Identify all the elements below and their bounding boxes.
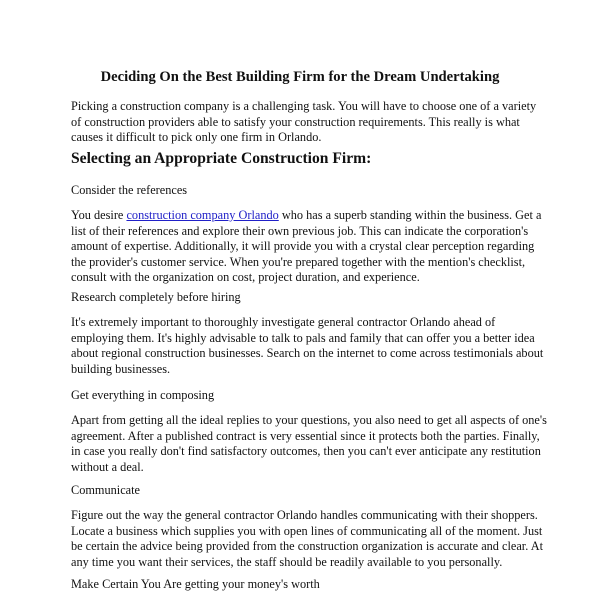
text-line: be certain the advice being provided from the construction organization is accurate and clear. At — [71, 539, 543, 554]
text-line — [71, 208, 551, 224]
text-fragment: You desire — [71, 208, 127, 222]
section-heading: Selecting an Appropriate Construction Firm: — [71, 150, 372, 167]
text-fragment: who has a superb standing within the business. Get a — [278, 208, 542, 222]
construction-company-link[interactable]: construction company Orlando — [126, 208, 279, 222]
text-line: the provider's customer service. When you're prepared together with the mention's checklist, — [71, 254, 526, 269]
text-line: Apart from getting all the ideal replies to your questions, you also need to get all aspects of one's — [71, 413, 547, 427]
text-line: causes it difficult to pick only one firm in Orlando. — [71, 130, 322, 145]
subheading-composing: Get everything in composing — [71, 388, 215, 402]
intro-paragraph — [71, 99, 551, 146]
subheading-references: Consider the references — [71, 183, 188, 197]
text-line: about regional construction businesses. Search on the internet to come across testimonials about — [71, 346, 544, 361]
paragraph-composing — [71, 413, 551, 475]
text-line: in case you really don't find satisfactory outcomes, then you can't ever anticipate any restitution — [71, 444, 541, 459]
subheading-research: Research completely before hiring — [71, 290, 241, 304]
text-line: Picking a construction company is a challenging task. You will have to choose one of a variety — [71, 99, 537, 113]
subheading-communicate: Communicate — [71, 483, 140, 497]
text-line: consult with the organization on cost, project duration, and experience. — [71, 270, 420, 285]
text-line: Locate a business which supplies you with open lines of communicating all of the moment. Just — [71, 523, 543, 538]
text-line: of construction providers able to satisfy your construction requirements. This really is what — [71, 114, 520, 129]
text-line: agreement. After a published contract is very essential since it protects both the parties. Finally, — [71, 428, 540, 443]
paragraph-references — [71, 208, 551, 286]
text-line: building businesses. — [71, 361, 171, 376]
paragraph-research — [71, 315, 551, 377]
text-line: any time you want their services, the staff should be readily available to you personally. — [71, 554, 503, 569]
text-line: list of their references and explore their own previous job. This can indicate the corporation's — [71, 223, 529, 238]
text-line: It's extremely important to thoroughly investigate general contractor Orlando ahead of — [71, 315, 496, 329]
text-line: without a deal. — [71, 459, 144, 474]
text-line: employing them. It's highly advisable to talk to pals and family that can offer you a better idea — [71, 330, 535, 345]
subheading-money-worth: Make Certain You Are getting your money's worth — [71, 577, 320, 591]
text-line: Figure out the way the general contractor Orlando handles communicating with their shoppers. — [71, 508, 538, 522]
paragraph-communicate — [71, 508, 551, 570]
document-title: Deciding On the Best Building Firm for the Dream Undertaking — [100, 69, 500, 85]
text-line: amount of expertise. Additionally, it will provide you with a crystal clear perception regarding — [71, 239, 535, 254]
